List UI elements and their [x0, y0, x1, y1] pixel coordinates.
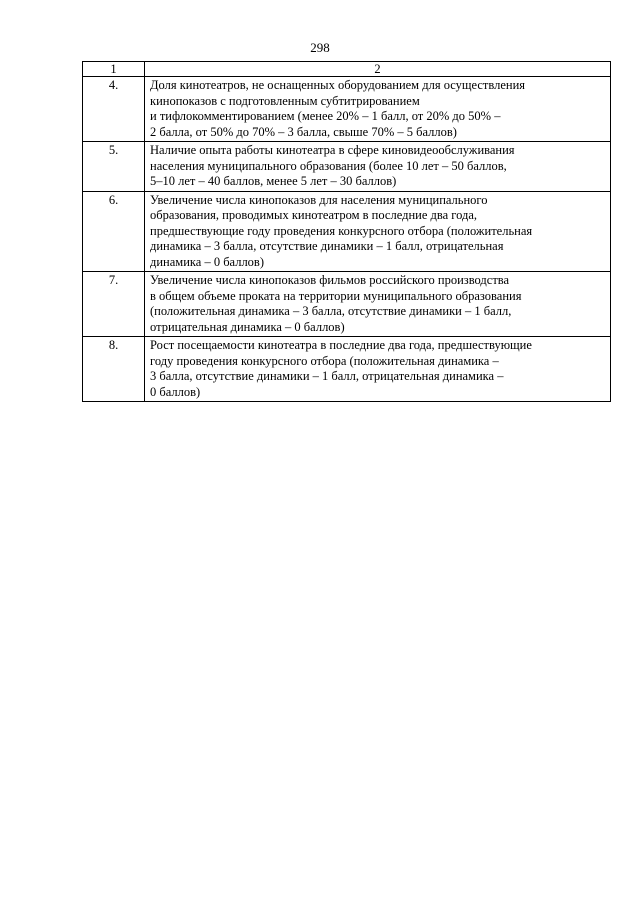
row-number: 4. [83, 77, 145, 142]
criterion-line: динамика – 0 баллов) [150, 254, 265, 269]
row-number: 8. [83, 337, 145, 402]
criterion-line: Рост посещаемости кинотеатра в последние два года, предшествующие [150, 338, 532, 352]
table-header-row [83, 62, 611, 77]
column-header-criterion: 2 [145, 62, 611, 77]
criterion-line: Увеличение числа кинопоказов для населения муниципального [150, 192, 488, 207]
table-body [83, 77, 611, 402]
criterion-text [145, 191, 611, 272]
criterion-line: образования, проводимых кинотеатром в последние два года, [150, 208, 478, 222]
criterion-line: 2 балла, от 50% до 70% – 3 балла, свыше 70% – 5 баллов) [150, 124, 457, 139]
criterion-line: в общем объеме проката на территории муниципального образования [150, 288, 522, 303]
row-number: 7. [83, 272, 145, 337]
table-row [83, 191, 611, 272]
table-row [83, 142, 611, 192]
criterion-text [145, 272, 611, 337]
table-row [83, 337, 611, 402]
table-row [83, 77, 611, 142]
criterion-text [145, 77, 611, 142]
criteria-table [82, 61, 611, 402]
criterion-line: году проведения конкурсного отбора (положительная динамика – [150, 353, 499, 368]
criterion-line: (положительная динамика – 3 балла, отсутствие динамики – 1 балл, [150, 304, 512, 318]
criterion-line: Увеличение числа кинопоказов фильмов российского производства [150, 273, 510, 287]
criterion-line: динамика – 3 балла, отсутствие динамики – 1 балл, отрицательная [150, 239, 504, 253]
column-header-number: 1 [83, 62, 145, 77]
criterion-line: предшествующие году проведения конкурсного отбора (положительная [150, 223, 533, 238]
criterion-line: 0 баллов) [150, 384, 201, 399]
criterion-text [145, 142, 611, 192]
criterion-line: и тифлокомментированием (менее 20% – 1 балл, от 20% до 50% – [150, 109, 501, 123]
page-number: 298 [310, 40, 330, 55]
criterion-line: Наличие опыта работы кинотеатра в сфере киновидеообслуживания [150, 143, 515, 157]
table-row [83, 272, 611, 337]
row-number: 6. [83, 191, 145, 272]
criterion-line: Доля кинотеатров, не оснащенных оборудованием для осуществления [150, 78, 526, 92]
criterion-line: 5–10 лет – 40 баллов, менее 5 лет – 30 баллов) [150, 174, 397, 188]
criterion-line: отрицательная динамика – 0 баллов) [150, 319, 345, 334]
criterion-text [145, 337, 611, 402]
criterion-line: кинопоказов с подготовленным субтитрированием [150, 93, 420, 108]
row-number: 5. [83, 142, 145, 192]
criterion-line: населения муниципального образования (более 10 лет – 50 баллов, [150, 158, 507, 173]
criterion-line: 3 балла, отсутствие динамики – 1 балл, отрицательная динамика – [150, 369, 504, 383]
